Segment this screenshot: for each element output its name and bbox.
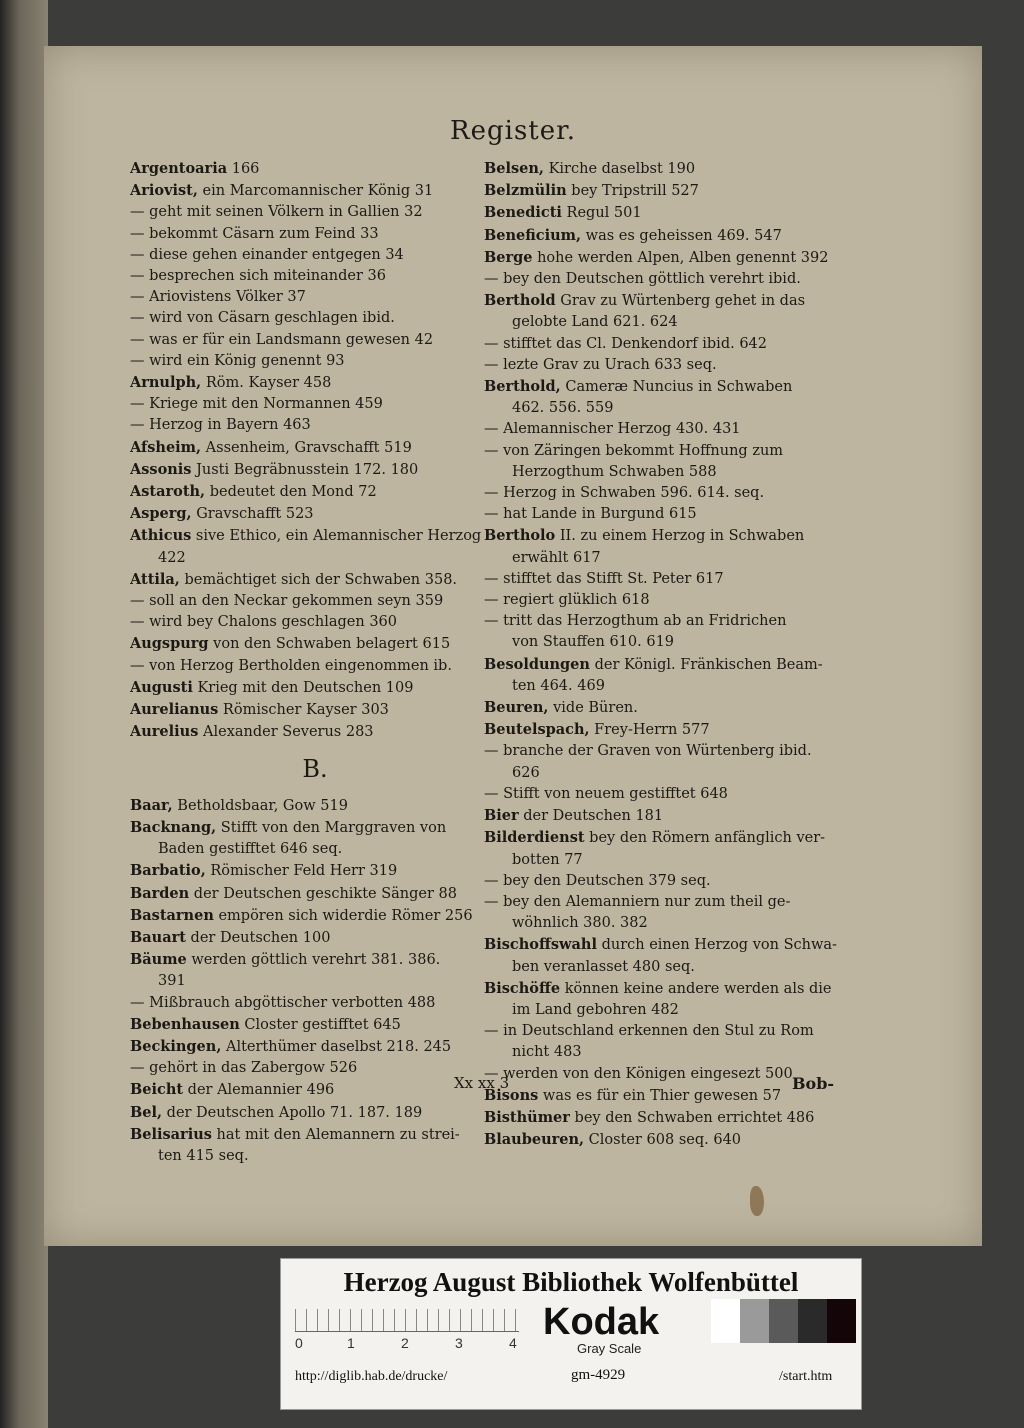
page-heading: Register. (450, 116, 576, 146)
entry-keyword: Backnang, (130, 818, 217, 836)
index-entry (484, 202, 904, 224)
entry-text: 166 (227, 161, 260, 177)
index-entry (130, 633, 500, 655)
entry-text: der Deutschen geschikte Sänger 88 (189, 885, 457, 902)
index-entry (130, 245, 500, 266)
entry-text: Grav zu Würtenberg gehet in das (555, 293, 806, 310)
entry-keyword: Besoldungen (484, 655, 590, 673)
index-entry (130, 927, 500, 949)
index-entry (130, 202, 500, 223)
index-entry (130, 158, 500, 180)
index-entry (130, 949, 500, 971)
index-entry (484, 871, 904, 892)
index-entry (130, 372, 500, 394)
entry-keyword: Attila, (130, 570, 180, 588)
entry-keyword: Barbatio, (130, 862, 206, 880)
index-entry (130, 971, 500, 992)
signature-mark: Xx xx 3 (454, 1074, 510, 1092)
index-entry (484, 247, 904, 269)
book-page (44, 46, 982, 1246)
entry-keyword: Bisthümer (484, 1108, 570, 1126)
entry-text: Römischer Feld Herr 319 (205, 863, 398, 880)
entry-text: — bey den Deutschen 379 seq. (484, 872, 711, 889)
index-entry (130, 503, 500, 525)
index-entry (130, 525, 500, 547)
ruler-number: 1 (347, 1335, 355, 1351)
entry-keyword: Blaubeuren, (484, 1131, 585, 1149)
entry-keyword: Bastarnen (130, 906, 214, 924)
entry-keyword: Bäume (130, 951, 187, 969)
index-entry (130, 287, 500, 308)
index-entry (484, 590, 904, 611)
index-entry (484, 850, 904, 871)
index-entry (130, 481, 500, 503)
entry-keyword: Bel, (130, 1103, 163, 1121)
index-entry (484, 569, 904, 590)
left-column (130, 158, 500, 1167)
index-entry (484, 1042, 904, 1063)
ruler-numbers (295, 1335, 535, 1353)
entry-text: wöhnlich 380. 382 (512, 915, 648, 932)
index-entry (484, 1021, 904, 1042)
right-column (484, 158, 904, 1151)
index-entry (484, 548, 904, 569)
entry-keyword: Belsen, (484, 160, 544, 177)
index-entry (130, 266, 500, 287)
shelf-code: gm-4929 (571, 1367, 626, 1383)
entry-keyword: Beicht (130, 1081, 184, 1099)
entry-text: Cameræ Nuncius in Schwaben (560, 379, 793, 396)
entry-keyword: Beckingen, (130, 1037, 222, 1055)
index-entry (484, 290, 904, 312)
entry-text: — in Deutschland erkennen den Stul zu Rom (484, 1023, 814, 1040)
entry-text: II. zu einem Herzog in Schwaben (555, 528, 805, 545)
entry-text: Alterthümer daselbst 218. 245 (221, 1038, 452, 1055)
index-entry (130, 883, 500, 905)
index-entry (484, 504, 904, 525)
entry-text: ben veranlasset 480 seq. (512, 958, 695, 975)
url-right: /start.htm (779, 1369, 833, 1384)
index-entry (130, 1036, 500, 1058)
entry-text: bey den Schwaben errichtet 486 (569, 1109, 815, 1126)
library-name: Herzog August Bibliothek Wolfenbüttel (343, 1267, 799, 1297)
entry-text: der Deutschen 100 (185, 929, 331, 946)
index-entry (484, 934, 904, 956)
index-entry (484, 419, 904, 440)
entry-text: werden göttlich verehrt 381. 386. (186, 952, 441, 969)
entry-text: was es für ein Thier gewesen 57 (538, 1087, 782, 1104)
entry-text: — branche der Graven von Würtenberg ibid. (484, 743, 812, 760)
entry-text: ten 464. 469 (512, 677, 605, 694)
entry-text: — Alemannischer Herzog 430. 431 (484, 421, 741, 438)
entry-text: von den Schwaben belagert 615 (208, 636, 451, 653)
entry-keyword: Afsheim, (130, 438, 202, 456)
entry-keyword: Aurelianus (130, 701, 219, 719)
index-entry (484, 611, 904, 632)
entry-keyword: Bertholo (484, 527, 556, 545)
index-entry (484, 741, 904, 762)
kodak-logo: Kodak (543, 1301, 660, 1343)
entry-keyword: Augspurg (130, 635, 209, 653)
index-entry (130, 569, 500, 591)
gray-swatch (798, 1299, 827, 1343)
gray-swatch (827, 1299, 856, 1343)
entry-keyword: Bischoffswahl (484, 936, 597, 954)
ruler-number: 3 (455, 1335, 463, 1351)
entry-text: — lezte Grav zu Urach 633 seq. (484, 356, 717, 373)
entry-text: — Kriege mit den Normannen 459 (130, 396, 383, 413)
entry-text: nicht 483 (512, 1044, 582, 1061)
index-entry (484, 1085, 904, 1107)
entry-text: — diese gehen einander entgegen 34 (130, 246, 404, 263)
entry-keyword: Beuren, (484, 699, 549, 717)
index-entry (484, 376, 904, 398)
index-entry (484, 312, 904, 333)
entry-keyword: Benedicti (484, 204, 562, 222)
index-entry (484, 1064, 904, 1085)
index-entry (484, 763, 904, 784)
entry-text: Frey-Herrn 577 (589, 722, 710, 739)
entry-text: bedeutet den Mond 72 (205, 484, 377, 501)
entry-text: bemächtiget sich der Schwaben 358. (179, 571, 458, 588)
entry-text: 462. 556. 559 (512, 400, 614, 417)
index-entry (130, 1014, 500, 1036)
entry-keyword: Assonis (130, 460, 192, 478)
entry-text: Herzogthum Schwaben 588 (512, 463, 717, 480)
gray-scale-label: Gray Scale (577, 1341, 642, 1356)
entry-keyword: Beutelspach, (484, 721, 590, 739)
entry-text: — Herzog in Bayern 463 (130, 417, 311, 434)
entry-text: gelobte Land 621. 624 (512, 314, 678, 331)
entry-text: Krieg mit den Deutschen 109 (192, 679, 414, 696)
entry-text: — von Zäringen bekommt Hoffnung zum (484, 442, 784, 459)
index-entry (130, 591, 500, 612)
entry-text: — geht mit seinen Völkern in Gallien 32 (130, 204, 423, 221)
index-entry (130, 721, 500, 743)
entry-text: — bey den Deutschen göttlich verehrt ibid. (484, 271, 801, 288)
entry-text: hat mit den Alemannern zu strei- (211, 1126, 460, 1143)
url-left: http://diglib.hab.de/drucke/ (295, 1369, 448, 1384)
entry-text: — Stifft von neuem gestifftet 648 (484, 785, 728, 802)
entry-keyword: Berthold, (484, 378, 561, 396)
index-entry (484, 805, 904, 827)
entry-text: empören sich widerdie Römer 256 (213, 907, 473, 924)
ruler-number: 4 (509, 1335, 517, 1351)
entry-text: können keine andere werden als die (560, 980, 832, 997)
entry-keyword: Argentoaria (130, 160, 228, 177)
entry-keyword: Ariovist, (130, 182, 198, 200)
entry-text: hohe werden Alpen, Alben genennt 392 (532, 249, 829, 266)
index-entry (130, 415, 500, 436)
index-entry (130, 612, 500, 633)
entry-text: — wird ein König genennt 93 (130, 352, 345, 369)
entry-text: Alexander Severus 283 (198, 724, 374, 741)
entry-keyword: Athicus (130, 527, 192, 545)
entry-text: — gehört in das Zabergow 526 (130, 1060, 358, 1077)
entry-text: — tritt das Herzogthum ab an Fridrichen (484, 613, 787, 630)
entry-keyword: Astaroth, (130, 483, 206, 501)
entry-text: 422 (158, 549, 186, 566)
ruler-scale (295, 1309, 519, 1332)
entry-keyword: Barden (130, 884, 190, 902)
entry-text: — von Herzog Bertholden eingenommen ib. (130, 657, 452, 674)
library-target-card (280, 1258, 862, 1410)
index-entry (130, 1124, 500, 1146)
index-entry (484, 978, 904, 1000)
index-entry (130, 1146, 500, 1167)
index-entry (484, 355, 904, 376)
entry-text: — stifftet das Stifft St. Peter 617 (484, 570, 724, 587)
index-entry (484, 697, 904, 719)
entry-text: sive Ethico, ein Alemannischer Herzog (191, 528, 482, 545)
index-entry (484, 158, 904, 180)
index-entry (484, 1129, 904, 1151)
entry-text: Röm. Kayser 458 (201, 375, 332, 392)
entry-text: — Mißbrauch abgöttischer verbotten 488 (130, 994, 436, 1011)
index-entry (130, 860, 500, 882)
entry-text: der Deutschen 181 (518, 808, 664, 825)
paper-stain (750, 1186, 764, 1216)
entry-text: bey Tripstrill 527 (566, 183, 699, 200)
book-spine (0, 0, 48, 1428)
entry-keyword: Bischöffe (484, 979, 561, 997)
index-entry (130, 699, 500, 721)
index-entry (484, 398, 904, 419)
index-entry (484, 225, 904, 247)
index-entry (484, 525, 904, 547)
index-entry (130, 1058, 500, 1079)
entry-text: ten 415 seq. (158, 1147, 249, 1164)
entry-text: — besprechen sich miteinander 36 (130, 268, 386, 285)
index-entry (484, 784, 904, 805)
index-entry (130, 548, 500, 569)
index-entry (130, 656, 500, 677)
entry-text: der Alemannier 496 (183, 1082, 335, 1099)
entry-text: Closter gestifftet 645 (239, 1016, 401, 1033)
entry-text: Römischer Kayser 303 (218, 702, 389, 719)
entry-keyword: Asperg, (130, 505, 192, 523)
index-entry (130, 180, 500, 202)
entry-text: — Herzog in Schwaben 596. 614. seq. (484, 485, 765, 502)
entry-keyword: Aurelius (130, 723, 199, 741)
entry-keyword: Baar, (130, 796, 173, 814)
entry-keyword: Bauart (130, 928, 186, 946)
entry-text: — was er für ein Landsmann gewesen 42 (130, 331, 434, 348)
index-entry (484, 654, 904, 676)
entry-text: ein Marcomannischer König 31 (197, 183, 434, 200)
gray-swatch (711, 1299, 740, 1343)
index-entry (130, 437, 500, 459)
entry-text: erwählt 617 (512, 549, 601, 566)
entry-text: — hat Lande in Burgund 615 (484, 506, 697, 523)
entry-text: — bekommt Cäsarn zum Feind 33 (130, 225, 379, 242)
index-entry (484, 957, 904, 978)
index-entry (130, 394, 500, 415)
index-entry (484, 892, 904, 913)
index-entry (130, 795, 500, 817)
index-entry (130, 817, 500, 839)
index-entry (130, 459, 500, 481)
section-letter: B. (302, 755, 328, 784)
index-entry (484, 719, 904, 741)
entry-keyword: Bisons (484, 1086, 539, 1104)
entry-text: Kirche daselbst 190 (543, 161, 696, 177)
entry-text: der Königl. Fränkischen Beam- (589, 656, 823, 673)
entry-keyword: Augusti (130, 678, 193, 696)
index-entry (484, 913, 904, 934)
index-entry (130, 330, 500, 351)
entry-text: bey den Römern anfänglich ver- (584, 830, 826, 847)
index-entry (484, 483, 904, 504)
entry-keyword: Belzmülin (484, 182, 567, 200)
index-entry (484, 269, 904, 290)
entry-keyword: Bilderdienst (484, 829, 585, 847)
index-entry (484, 441, 904, 462)
entry-text: — Ariovistens Völker 37 (130, 289, 306, 306)
index-entry (130, 224, 500, 245)
gray-swatch (769, 1299, 798, 1343)
entry-keyword: Arnulph, (130, 374, 202, 392)
entry-text: Regul 501 (561, 205, 642, 222)
entry-text: Stifft von den Marggraven von (216, 819, 447, 836)
entry-text: botten 77 (512, 851, 583, 868)
entry-keyword: Belisarius (130, 1125, 212, 1143)
entry-text: was es geheissen 469. 547 (581, 227, 782, 244)
entry-text: Justi Begräbnusstein 172. 180 (191, 461, 419, 478)
index-entry (484, 1000, 904, 1021)
gray-swatch (740, 1299, 769, 1343)
entry-text: Assenheim, Gravschafft 519 (201, 439, 412, 456)
index-entry (130, 308, 500, 329)
entry-keyword: Berthold (484, 292, 556, 310)
index-entry (484, 180, 904, 202)
index-entry (130, 677, 500, 699)
catchword: Bob- (792, 1074, 835, 1093)
index-entry (130, 905, 500, 927)
index-entry (130, 351, 500, 372)
entry-text: — wird bey Chalons geschlagen 360 (130, 614, 398, 631)
entry-text: — bey den Alemanniern nur zum theil ge- (484, 893, 791, 910)
entry-text: durch einen Herzog von Schwa- (596, 937, 837, 954)
entry-text: von Stauffen 610. 619 (512, 634, 675, 651)
index-entry (484, 676, 904, 697)
entry-text: Gravschafft 523 (191, 506, 314, 523)
index-entry (130, 1079, 500, 1101)
entry-text: 391 (158, 973, 186, 990)
entry-text: der Deutschen Apollo 71. 187. 189 (162, 1104, 423, 1121)
entry-text: vide Büren. (548, 700, 638, 717)
ruler-number: 2 (401, 1335, 409, 1351)
entry-text: — wird von Cäsarn geschlagen ibid. (130, 310, 395, 327)
index-entry (484, 827, 904, 849)
entry-text: Betholdsbaar, Gow 519 (172, 797, 348, 814)
index-entry (130, 839, 500, 860)
index-entry (130, 993, 500, 1014)
entry-keyword: Bebenhausen (130, 1015, 240, 1033)
entry-text: 626 (512, 764, 540, 781)
entry-text: — soll an den Neckar gekommen seyn 359 (130, 593, 444, 610)
entry-text: — regiert glüklich 618 (484, 592, 650, 609)
index-entry (130, 1102, 500, 1124)
ruler-number: 0 (295, 1335, 303, 1351)
entry-text: — stifftet das Cl. Denkendorf ibid. 642 (484, 335, 767, 352)
entry-text: Baden gestifftet 646 seq. (158, 841, 343, 858)
entry-text: Closter 608 seq. 640 (584, 1132, 742, 1149)
entry-text: — werden von den Königen eingesezt 500 (484, 1065, 793, 1082)
index-entry (484, 632, 904, 653)
entry-text: im Land gebohren 482 (512, 1001, 679, 1018)
entry-keyword: Beneficium, (484, 226, 582, 244)
entry-keyword: Bier (484, 807, 519, 825)
index-entry (484, 462, 904, 483)
index-entry (484, 1107, 904, 1129)
index-entry (484, 334, 904, 355)
entry-keyword: Berge (484, 248, 533, 266)
